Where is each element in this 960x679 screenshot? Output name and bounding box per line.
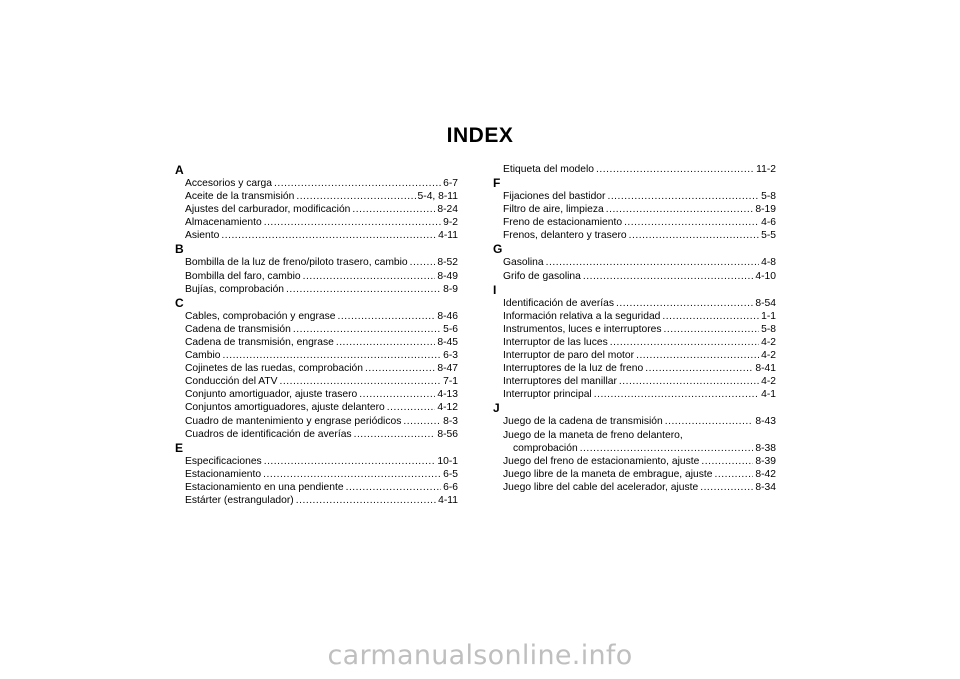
entry-page: 8-49	[437, 270, 458, 282]
index-entry	[175, 216, 458, 229]
section-letter: F	[493, 176, 501, 191]
entry-page: 4-10	[755, 270, 776, 282]
entry-page: 8-56	[437, 428, 458, 440]
entry-page: 11-2	[756, 164, 776, 175]
dot-leader	[346, 481, 442, 494]
dot-leader	[354, 428, 436, 441]
index-entry	[175, 256, 458, 269]
dot-leader	[610, 336, 759, 349]
entry-text: Interruptor principal	[503, 389, 592, 401]
index-entry	[175, 494, 458, 507]
index-entry	[175, 203, 458, 216]
dot-leader	[280, 375, 442, 388]
index-entry	[175, 401, 458, 414]
entry-page: 5-4, 8-11	[417, 191, 458, 203]
entry-text: Cadena de transmisión	[185, 323, 291, 335]
dot-leader	[222, 349, 441, 362]
entry-page: 4-2	[761, 350, 776, 362]
entry-text: Interruptores del manillar	[503, 376, 617, 388]
entry-page: 6-7	[443, 178, 458, 189]
entry-text: Estárter (estrangulador)	[185, 494, 294, 506]
entry-text: Almacenamiento	[185, 217, 262, 229]
watermark: carmanualsonline.info	[327, 640, 633, 671]
entry-text: Juego libre de la maneta de embrague, ajuste	[503, 468, 713, 480]
entry-page: 4-11	[438, 230, 458, 242]
entry-page: 8-43	[755, 416, 776, 428]
index-entry	[175, 388, 458, 401]
entry-page: 4-2	[761, 336, 776, 348]
entry-page: 9-2	[443, 217, 458, 229]
dot-leader	[624, 216, 759, 229]
dot-leader	[619, 375, 759, 388]
index-entry	[175, 177, 458, 190]
entry-text: Grifo de gasolina	[503, 270, 581, 282]
index-section	[175, 296, 458, 441]
dot-leader	[365, 362, 435, 375]
dot-leader	[606, 203, 754, 216]
index-entry	[175, 270, 458, 283]
dot-leader	[352, 203, 435, 216]
index-column-left	[175, 163, 458, 507]
dot-leader	[583, 270, 754, 283]
dot-leader	[286, 283, 441, 296]
entry-text: Conjunto amortiguador, ajuste trasero	[185, 389, 358, 401]
dot-leader	[263, 468, 441, 481]
index-section	[493, 401, 776, 494]
index-entry	[493, 270, 776, 283]
entry-text: Bombilla del faro, cambio	[185, 270, 301, 282]
entry-text: Etiqueta del modelo	[503, 164, 595, 175]
entry-page: 8-34	[755, 481, 776, 493]
entry-page: 6-5	[443, 468, 458, 480]
entry-page: 4-6	[761, 217, 776, 229]
entry-text: Filtro de aire, limpieza	[503, 204, 604, 216]
entry-page: 7-1	[443, 376, 458, 388]
dot-leader	[700, 481, 753, 494]
dot-leader	[636, 349, 759, 362]
dot-leader	[629, 229, 759, 242]
entry-text: Información relativa a la seguridad	[503, 310, 661, 322]
entry-text: comprobación	[513, 442, 578, 454]
index-entry	[493, 388, 776, 401]
index-section	[493, 163, 776, 176]
index-entry	[493, 336, 776, 349]
entry-text: Cuadros de identificación de averías	[185, 428, 352, 440]
entry-page: 8-42	[755, 468, 776, 480]
dot-leader	[701, 455, 753, 468]
entry-page: 5-6	[443, 323, 458, 335]
index-entry	[493, 323, 776, 336]
index-entry	[493, 442, 776, 455]
entry-text: Gasolina	[503, 257, 544, 269]
index-entry	[175, 336, 458, 349]
index-entry	[175, 428, 458, 441]
entry-page: 8-46	[437, 310, 458, 322]
entry-text: Estacionamiento en una pendiente	[185, 481, 344, 493]
section-letter: B	[175, 242, 184, 257]
dot-leader	[336, 336, 436, 349]
entry-text: Identificación de averías	[503, 297, 615, 309]
entry-text: Cojinetes de las ruedas, comprobación	[185, 363, 364, 375]
entry-text: Juego del freno de estacionamiento, ajuste	[503, 455, 700, 467]
entry-text: Fijaciones del bastidor	[503, 191, 606, 203]
entry-page: 8-24	[437, 204, 458, 216]
index-entry	[493, 468, 776, 481]
index-entry	[493, 429, 776, 442]
entry-page: 6-3	[443, 350, 458, 362]
dot-leader	[221, 229, 436, 242]
section-letter: G	[493, 242, 503, 257]
index-entry	[493, 297, 776, 310]
entry-page: 10-1	[437, 455, 458, 467]
dot-leader	[715, 468, 754, 481]
index-entry	[175, 190, 458, 203]
entry-page: 4-13	[437, 389, 458, 401]
entry-text: Juego libre del cable del acelerador, ajuste	[503, 481, 699, 493]
dot-leader	[594, 388, 759, 401]
index-entry	[493, 375, 776, 388]
index-entry	[175, 283, 458, 296]
entry-page: 8-52	[437, 257, 458, 269]
entry-page: 8-9	[443, 283, 458, 295]
index-entry	[175, 229, 458, 242]
index-entry	[175, 375, 458, 388]
entry-text: Bujías, comprobación	[185, 283, 285, 295]
index-entry	[175, 481, 458, 494]
entry-page: 8-47	[437, 363, 458, 375]
dot-leader	[359, 388, 435, 401]
dot-leader	[264, 455, 436, 468]
index-entry	[175, 468, 458, 481]
dot-leader	[264, 216, 441, 229]
index-entry	[175, 310, 458, 323]
dot-leader	[607, 190, 759, 203]
index-entry	[175, 415, 458, 428]
index-entry	[493, 362, 776, 375]
index-entry	[493, 455, 776, 468]
index-entry	[493, 229, 776, 242]
entry-text: Cuadro de mantenimiento y engrase periódicos	[185, 415, 402, 427]
index-entry	[493, 203, 776, 216]
entry-text: Interruptor de paro del motor	[503, 350, 635, 362]
dot-leader	[296, 190, 415, 203]
index-section	[493, 283, 776, 402]
entry-page: 8-38	[755, 442, 776, 454]
entry-page: 8-39	[755, 455, 776, 467]
index-section	[493, 242, 776, 282]
entry-page: 8-41	[755, 363, 776, 375]
entry-text: Aceite de la transmisión	[185, 191, 295, 203]
dot-leader	[596, 163, 754, 176]
dot-leader	[616, 297, 753, 310]
dot-leader	[293, 323, 441, 336]
entry-text: Juego de la cadena de transmisión	[503, 416, 663, 428]
dot-leader	[580, 442, 754, 455]
entry-page: 8-19	[755, 204, 776, 216]
entry-page: 5-8	[761, 191, 776, 203]
index-section	[175, 242, 458, 295]
entry-text: Accesorios y carga	[185, 178, 272, 189]
index-entry	[493, 256, 776, 269]
entry-page: 4-12	[437, 402, 458, 414]
entry-text: Especificaciones	[185, 455, 262, 467]
dot-leader	[645, 362, 753, 375]
section-letter: C	[175, 295, 184, 310]
index-entry	[493, 216, 776, 229]
entry-text: Interruptores de la luz de freno	[503, 363, 644, 375]
index-entry	[175, 323, 458, 336]
page-title: INDEX	[446, 124, 514, 147]
dot-leader	[403, 415, 441, 428]
entry-text: Frenos, delantero y trasero	[503, 230, 627, 242]
entry-text: Freno de estacionamiento	[503, 217, 623, 229]
entry-page: 8-54	[755, 297, 776, 309]
entry-page: 4-8	[761, 257, 776, 269]
entry-page: 4-11	[438, 494, 458, 506]
entry-text: Ajustes del carburador, modificación	[185, 204, 351, 216]
entry-page: 1-1	[761, 310, 776, 322]
entry-text: Instrumentos, luces e interruptores	[503, 323, 662, 335]
section-letter: E	[175, 440, 184, 455]
entry-text: Cambio	[185, 350, 221, 362]
dot-leader	[296, 494, 436, 507]
section-letter: A	[175, 163, 184, 177]
entry-text: Asiento	[185, 230, 220, 242]
dot-leader	[303, 270, 436, 283]
index-section	[493, 176, 776, 242]
entry-text: Estacionamiento	[185, 468, 262, 480]
entry-text: Bombilla de la luz de freno/piloto trasero, cambio	[185, 257, 408, 269]
section-letter: J	[493, 401, 500, 416]
entry-page: 8-3	[443, 415, 458, 427]
index-entry	[493, 163, 776, 176]
dot-leader	[387, 401, 436, 414]
index-entry	[493, 481, 776, 494]
index-entry	[175, 455, 458, 468]
index-entry	[493, 415, 776, 428]
entry-text: Conjuntos amortiguadores, ajuste delantero	[185, 402, 385, 414]
entry-page: 4-2	[761, 376, 776, 388]
entry-text: Interruptor de las luces	[503, 336, 608, 348]
entry-page: 5-5	[761, 230, 776, 242]
dot-leader	[546, 256, 759, 269]
index-entry	[493, 310, 776, 323]
index-entry	[493, 190, 776, 203]
section-letter: I	[493, 282, 497, 297]
index-section	[175, 441, 458, 507]
entry-page: 5-8	[761, 323, 776, 335]
index-entry	[175, 362, 458, 375]
entry-text: Cadena de transmisión, engrase	[185, 336, 334, 348]
index-entry	[493, 349, 776, 362]
entry-text: Cables, comprobación y engrase	[185, 310, 336, 322]
dot-leader	[662, 310, 759, 323]
dot-leader	[665, 415, 754, 428]
index-section	[175, 163, 458, 242]
entry-page: 4-1	[761, 389, 776, 401]
dot-leader	[410, 256, 436, 269]
dot-leader	[274, 177, 441, 190]
entry-page: 8-45	[437, 336, 458, 348]
index-column-right	[493, 163, 776, 494]
entry-text: Juego de la maneta de freno delantero,	[503, 429, 683, 441]
dot-leader	[664, 323, 760, 336]
index-entry	[175, 349, 458, 362]
dot-leader	[338, 310, 436, 323]
entry-page: 6-6	[443, 481, 458, 493]
entry-text: Conducción del ATV	[185, 376, 278, 388]
